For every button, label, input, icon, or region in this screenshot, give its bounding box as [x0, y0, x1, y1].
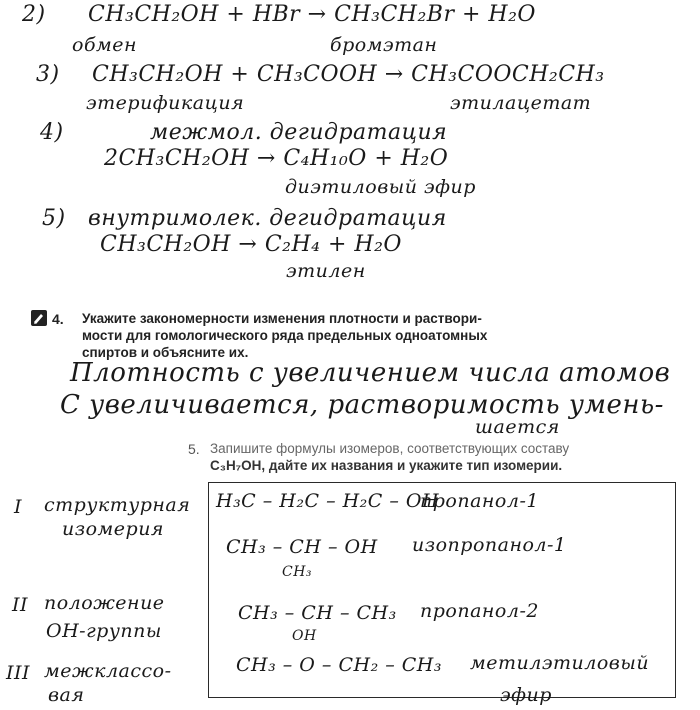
question-4-line-1: Укажите закономерности изменения плотности и раствори-	[82, 311, 482, 326]
isomer-3-branch: OH	[292, 628, 317, 644]
reaction-5-number: 5)	[42, 206, 66, 231]
isomer-2-branch: CH₃	[282, 564, 313, 580]
reaction-4-title: межмол. дегидратация	[150, 120, 448, 145]
question-4-text	[82, 310, 602, 361]
question-4-line-3: спиртов и объясните их.	[82, 345, 249, 360]
reaction-2-type: обмен	[72, 34, 138, 56]
isomer-type-1-label-b: изомерия	[62, 518, 165, 540]
reaction-5-title: внутримолек. дегидратация	[88, 206, 447, 231]
isomer-4-name-cont: эфир	[500, 684, 552, 706]
reaction-5-product-name: этилен	[286, 260, 366, 282]
question-4-answer-line-3: шается	[475, 416, 560, 438]
isomer-type-1-number: I	[14, 496, 23, 518]
isomer-2-name: изопропанол-1	[412, 534, 567, 556]
question-4-answer-line-1: Плотность с увеличением числа атомов	[70, 358, 671, 388]
question-5-text	[210, 440, 660, 474]
reaction-3-product-name: этилацетат	[450, 92, 592, 114]
question-5-number: 5.	[188, 441, 200, 457]
isomer-type-3-number: III	[6, 662, 31, 684]
question-pencil-icon	[30, 309, 48, 327]
isomer-3-name: пропанол-2	[420, 600, 539, 622]
isomer-type-2-label-a: положение	[44, 592, 165, 614]
isomer-1-formula: H₃C – H₂C – H₂C – OH	[216, 490, 440, 512]
isomer-3-formula: CH₃ – CH – CH₃	[238, 602, 397, 624]
reaction-3-number: 3)	[36, 62, 60, 87]
question-5-line-2: C₃H₇OH, дайте их названия и укажите тип изомерии.	[210, 458, 563, 473]
reaction-2-number: 2)	[22, 2, 46, 27]
isomer-4-formula: CH₃ – O – CH₂ – CH₃	[236, 654, 442, 676]
isomer-2-formula: CH₃ – CH – OH	[226, 536, 378, 558]
reaction-4-product-name: диэтиловый эфир	[285, 176, 476, 198]
isomer-type-2-label-b: OH-группы	[46, 620, 162, 642]
reaction-5-equation: CH₃CH₂OH → C₂H₄ + H₂O	[100, 232, 402, 257]
question-4-number: 4.	[52, 311, 64, 327]
reaction-3-equation: CH₃CH₂OH + CH₃COOH → CH₃COOCH₂CH₃	[92, 62, 605, 87]
isomer-type-1-label-a: структурная	[44, 494, 191, 516]
isomer-type-2-number: II	[12, 594, 29, 616]
isomer-type-3-label-b: вая	[48, 684, 85, 706]
reaction-2-equation: CH₃CH₂OH + HBr → CH₃CH₂Br + H₂O	[88, 2, 536, 27]
question-4-line-2: мости для гомологического ряда предельных одноатомных	[82, 328, 488, 343]
question-4-answer-line-2: С увеличивается, растворимость умень-	[60, 390, 664, 420]
question-5-line-1: Запишите формулы изомеров, соответствующих составу	[210, 441, 570, 456]
isomer-1-name: пропанол-1	[420, 490, 539, 512]
reaction-3-type: этерификация	[86, 92, 245, 114]
reaction-4-equation: 2CH₃CH₂OH → C₄H₁₀O + H₂O	[104, 146, 449, 171]
reaction-2-product-name: бромэтан	[330, 34, 438, 56]
isomer-4-name: метилэтиловый	[470, 652, 650, 674]
isomer-type-3-label-a: межклассо-	[44, 660, 172, 682]
reaction-4-number: 4)	[40, 120, 64, 145]
